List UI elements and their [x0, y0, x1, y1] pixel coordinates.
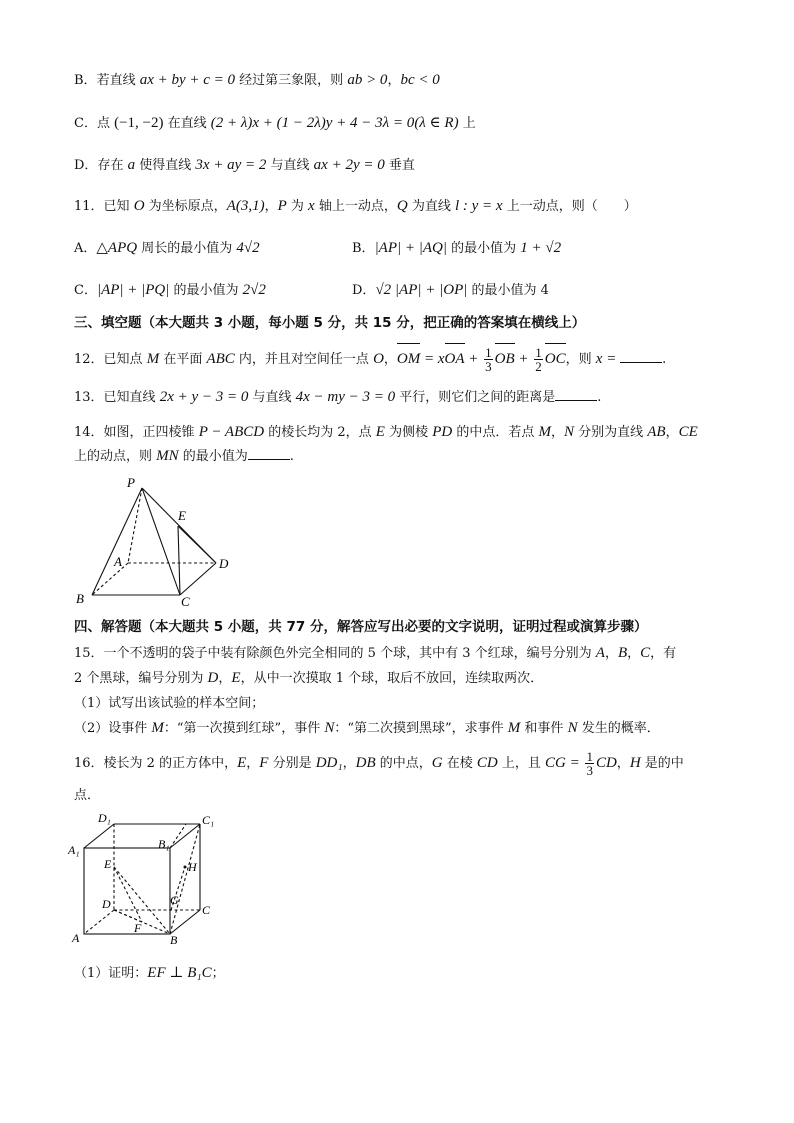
label-a: A — [72, 931, 80, 945]
fraction-one-third: $\frac{1}{3}$ — [586, 749, 593, 778]
q11-stem: 11．已知 O 为坐标原点，A(3,1)，P 为 x 轴上一动点，Q 为直线 l : y = x 上一动点，则（ ） — [74, 198, 637, 214]
vector-oc: OC — [545, 342, 566, 376]
section-3-heading: 三、填空题（本大题共 3 小题，每小题 5 分，共 15 分，把正确的答案填在横线上） — [74, 315, 586, 331]
q10-option-c: C．点 (−1, −2) 在直线 (2 + λ)x + (1 − 2λ)y + 4 − 3λ = 0(λ ∈ R) 上 — [74, 115, 476, 131]
q11-option-d: D．√2 |AP| + |OP| 的最小值为 4 — [352, 282, 549, 298]
q16-line2: 点． — [74, 788, 101, 803]
q15-line2: 2 个黑球，编号分别为 D，E，从中一次摸取 1 个球，取后不放回，连续取两次． — [74, 670, 544, 686]
label-f: F — [134, 921, 142, 935]
label-a: A — [114, 554, 122, 569]
q11-option-b: B．|AP| + |AQ| 的最小值为 1 + √2 — [352, 240, 562, 256]
fraction-one-half: $\frac{1}{2}$ — [535, 345, 542, 374]
label-e: E — [178, 508, 186, 523]
label-p: P — [127, 475, 135, 490]
label-c: C — [202, 903, 211, 917]
option-label: B． — [74, 73, 97, 88]
section-4-heading: 四、解答题（本大题共 5 小题，共 77 分，解答应写出必要的文字说明，证明过程或演算步骤） — [74, 619, 648, 635]
q15-part1: （1）试写出该试验的样本空间； — [74, 696, 265, 711]
q15-line1: 15．一个不透明的袋子中装有除颜色外完全相同的 5 个球，其中有 3 个红球，编号分别为 A，B，C，有 — [74, 645, 677, 661]
label-c: C — [181, 594, 190, 609]
answer-blank[interactable] — [555, 388, 597, 401]
label-d: D — [102, 897, 111, 911]
label-b1: B₁ — [158, 837, 170, 851]
label-d1: D₁ — [98, 811, 111, 825]
fraction-one-third: $\frac{1}{3}$ — [485, 345, 492, 374]
q11-option-a: A．△APQ 周长的最小值为 4√2 — [74, 240, 260, 256]
q12: 12．已知点 M 在平面 ABC 内，并且对空间任一点 O，OM = xOA + $\frac{1}{3}$ OB + $\frac{1}{2}$ OC，则 x = . — [74, 342, 666, 377]
label-g: G — [170, 893, 179, 907]
option-label: C． — [74, 116, 97, 131]
label-b: B — [170, 933, 178, 947]
option-label: D． — [74, 158, 98, 173]
q11-option-c: C．|AP| + |PQ| 的最小值为 2√2 — [74, 282, 266, 298]
label-a1: A₁ — [68, 843, 80, 857]
answer-blank[interactable] — [248, 447, 290, 460]
vector-ob: OB — [495, 342, 515, 376]
label-d: D — [219, 556, 229, 571]
answer-blank[interactable] — [620, 350, 662, 363]
q10-option-b: B．若直线 ax + by + c = 0 经过第三象限，则 ab > 0，bc < 0 — [74, 72, 440, 88]
q16-part1: （1）证明：EF ⊥ B₁C； — [74, 965, 225, 981]
cube-figure — [66, 808, 226, 948]
q16-line1: 16．棱长为 2 的正方体中，E，F 分别是 DD₁，DB 的中点，G 在棱 CD 上，且 CG = $\frac{1}{3}$ CD，H 是的中 — [74, 749, 684, 778]
q14-line2: 上的动点，则 MN 的最小值为 . — [74, 448, 294, 464]
label-b: B — [76, 591, 84, 606]
label-h: H — [188, 860, 197, 874]
vector-om: OM — [397, 342, 420, 376]
label-e: E — [104, 857, 112, 871]
label-c1: C₁ — [202, 813, 215, 827]
q13: 13．已知直线 2x + y − 3 = 0 与直线 4x − my − 3 = 0 平行，则它们之间的距离是 . — [74, 389, 602, 405]
vector-oa: OA — [445, 342, 465, 376]
q10-option-d: D．存在 a 使得直线 3x + ay = 2 与直线 ax + 2y = 0 垂直 — [74, 157, 415, 173]
q15-part2: （2）设事件 M：“第一次摸到红球”，事件 N：“第二次摸到黑球”，求事件 M 和事件 N 发生的概率． — [74, 720, 660, 736]
q14-line1: 14．如图，正四棱锥 P − ABCD 的棱长均为 2，点 E 为侧棱 PD 的中点．若点 M，N 分别为直线 AB，CE — [74, 424, 698, 440]
pyramid-figure — [70, 472, 240, 610]
